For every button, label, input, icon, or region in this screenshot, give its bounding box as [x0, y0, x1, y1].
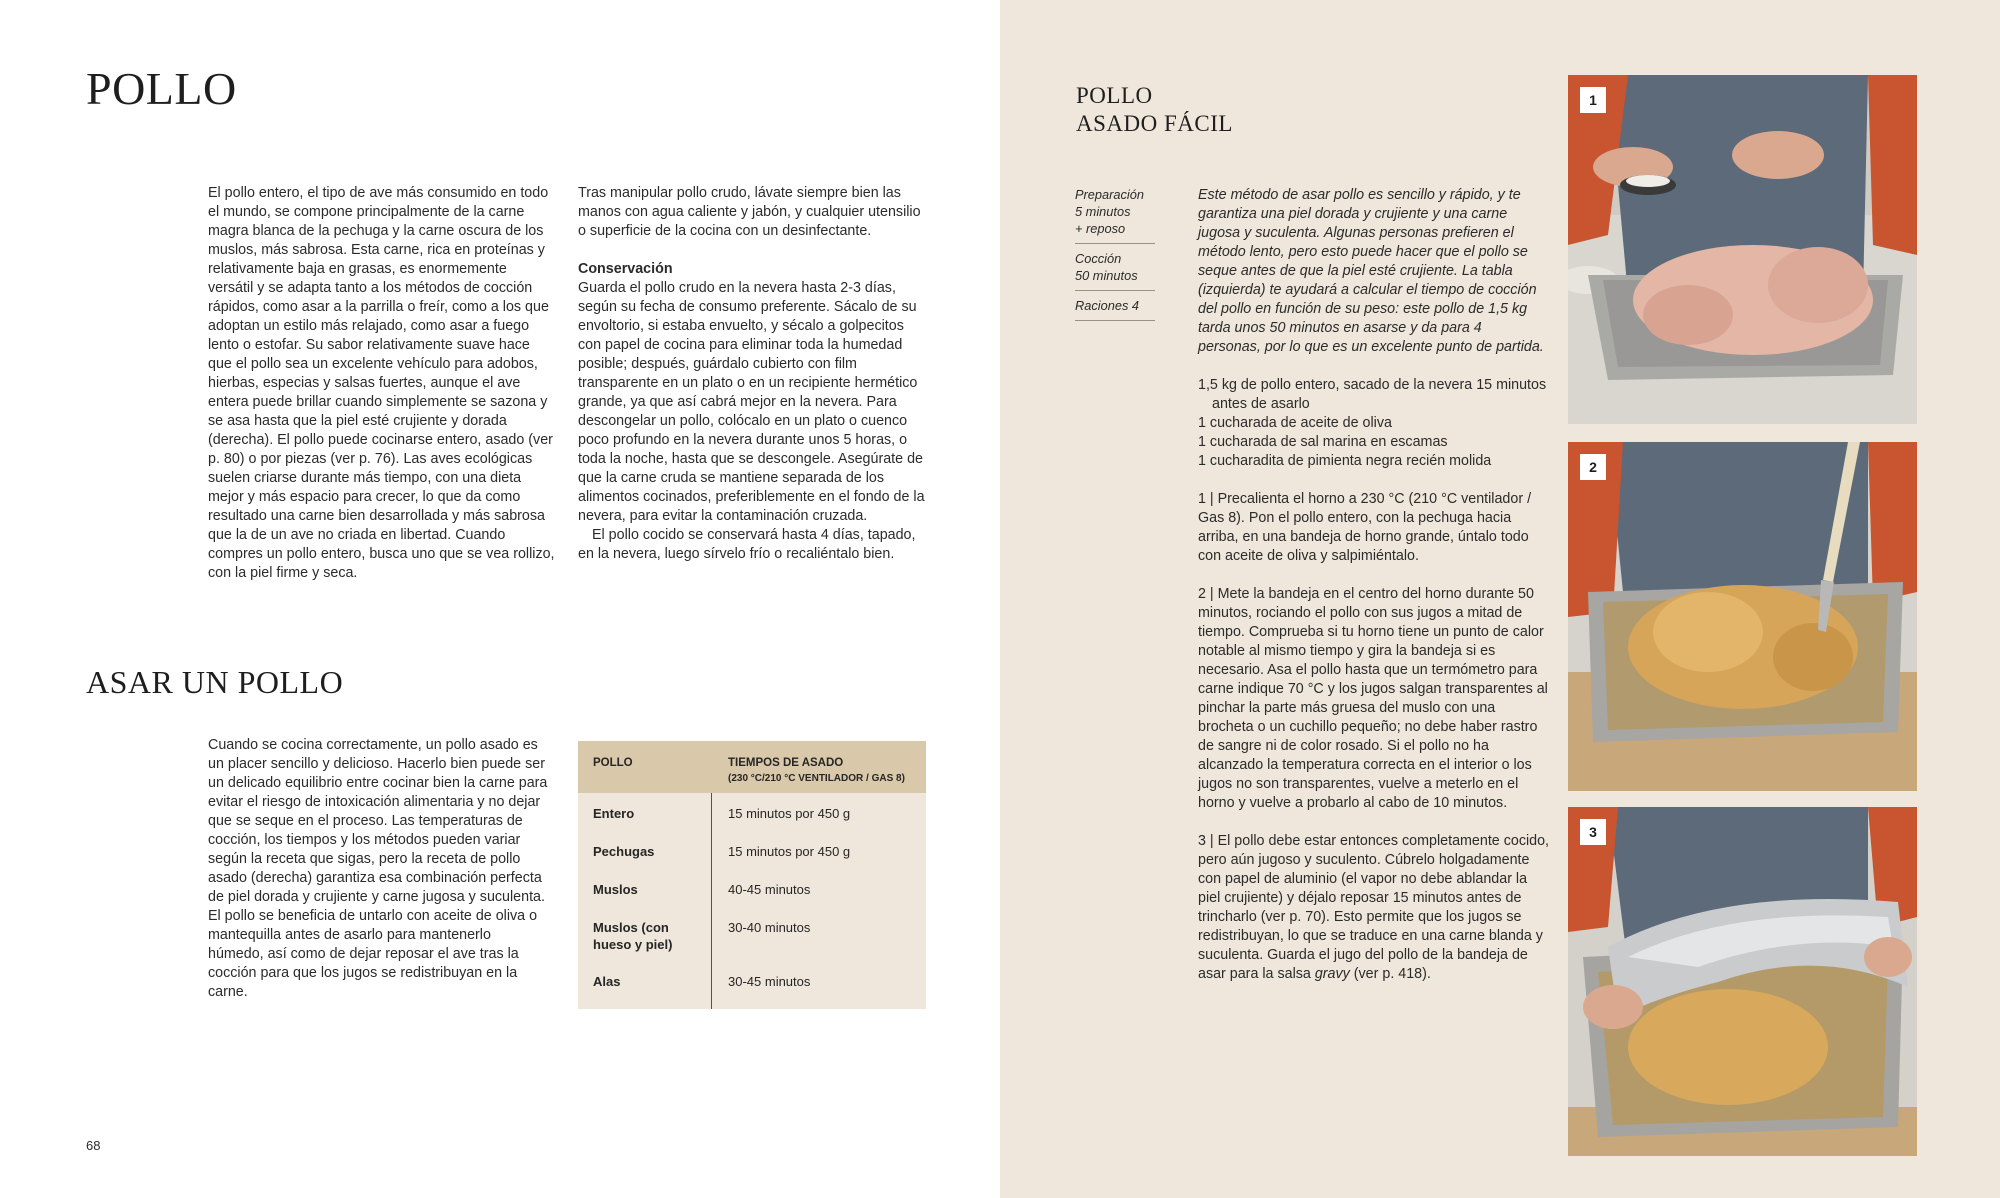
step3-text: 3 | El pollo debe estar entonces completamente cocido, pero aún jugoso y suculento. Cúbrelo holgadamente con papel de aluminio (el vapor no debe ablandar la piel crujiente) y déjalo reposar 15 minutos antes de trincharlo (ver p. 70). Esto permite que los jugos se redistribuyan, lo que se traduce en una carne blanda y suculenta. Guarda el jugo del pollo de la bandeja de asar para la salsa — [1198, 833, 1550, 982]
recipe-title-line2: ASADO FÁCIL — [1076, 111, 1233, 136]
table-cell-time: 30-45 minutos — [728, 974, 811, 989]
step3-end: (ver p. 418). — [1349, 966, 1431, 982]
table-header-times — [728, 755, 905, 787]
roast-paragraph-block — [208, 736, 550, 1002]
raw-chicken-image — [1568, 75, 1917, 424]
photo-badge: 3 — [1580, 819, 1606, 845]
conservation-paragraph: Guarda el pollo crudo en la nevera hasta 2-3 días, según su fecha de consumo preferente. Sácalo de su envoltorio, si estaba envuelto, y sécalo a golpecitos con papel de cocina para eliminar toda la humedad posible; después, guárdalo cubierto con film transparente en un plato o en un recipiente hermético grande, ya que así cabrá mejor en la nevera. Para descongelar un pollo, colócalo en un plato o cuenco poco profundo en la nevera durante unos 5 horas, o toda la noche, hasta que se descongele. Asegúrate de que la carne cruda se mantiene separada de los alimentos cocinados, preferiblemente en el fondo de la nevera, para evitar la contaminación cruzada. — [578, 280, 925, 524]
foil-chicken-image — [1568, 807, 1917, 1156]
table-cell-part: Alas — [593, 974, 621, 989]
table-cell-part: Muslos (con hueso y piel) — [593, 920, 673, 952]
ingredient-item: 1 cucharada de sal marina en escamas — [1198, 434, 1448, 450]
table-header — [578, 741, 926, 793]
recipe-title — [1076, 82, 1233, 138]
intro-column-1 — [208, 184, 556, 583]
prep-value: 5 minutos — [1075, 204, 1131, 219]
intro-paragraph: El pollo entero, el tipo de ave más consumido en todo el mundo, se compone principalmente de la carne magra blanca de la pechuga y la carne oscura de los muslos, más sabrosa. Esta carne, rica en proteínas y relativamente baja en grasas, es enormemente versátil y se adapta tanto a los métodos de cocción rápidos, como asar a la parrilla o freír, como a los que adoptan un estilo más relajado, como asar a fuego lento o estofar. Su sabor relativamente suave hace que el pollo sea un excelente vehículo para adobos, hierbas, especias y salsas fuertes, aunque el ave entera puede brillar cuando simplemente se sazona y se asa hasta que la piel esté crujiente y dorada (derecha). El pollo puede cocinarse entero, asado (ver p. 80) o por piezas (ver p. 76). Las aves ecológicas suelen criarse durante más tiempo, con una dieta mejor y más espacio para crecer, lo que da como resultado una carne bien desarrollada y más sabrosa que la de un ave no criada en libertad. Cuando compres un pollo entero, busca uno que se vea rollizo, con la piel firme y seca. — [208, 185, 555, 581]
method-step-2: 2 | Mete la bandeja en el centro del horno durante 50 minutos, rociando el pollo con sus jugos a mitad de tiempo. Comprueba si tu horno tiene un punto de calor notable al mismo tiempo y gira la bandeja si es necesario. Asa el pollo hasta que un termómetro para carne indique 70 °C y los jugos salgan transparentes al pinchar la parte más gruesa del muslo con una brocheta o un cuchillo pequeño; no debe haber rastro de sangre ni de color rosado. Si el pollo no ha alcanzado la temperatura correcta en el interior o los jugos no son transparentes, vuelve a meterlo en el horno y vuelve a probarlo al cabo de 10 minutos. — [1198, 586, 1548, 811]
cook-label: Cocción — [1075, 251, 1122, 266]
table-cell-time: 15 minutos por 450 g — [728, 844, 851, 859]
ingredient-item: 1,5 kg de pollo entero, sacado de la nevera 15 minutos antes de asarlo — [1198, 377, 1547, 412]
table-header-chicken: POLLO — [593, 757, 633, 769]
ingredients-list — [1198, 376, 1558, 471]
table-cell-part: Muslos — [593, 882, 638, 897]
section-title: ASAR UN POLLO — [86, 664, 344, 700]
step-photo-2 — [1568, 442, 1917, 791]
method-step-1: 1 | Precalienta el horno a 230 °C (210 °C ventilador / Gas 8). Pon el pollo entero, con la pechuga hacia arriba, en una bandeja de horno grande, úntalo todo con aceite de oliva y salpimiéntalo. — [1198, 491, 1532, 564]
table-header-times-sub: (230 °C/210 °C VENTILADOR / GAS 8) — [728, 773, 905, 784]
ingredient-item: 1 cucharadita de pimienta negra recién molida — [1198, 453, 1492, 469]
method-steps — [1198, 490, 1553, 1003]
table-cell-part: Pechugas — [593, 844, 655, 859]
table-cell-time: 30-40 minutos — [728, 920, 811, 935]
page-number: 68 — [86, 1138, 101, 1153]
step-photo-3 — [1568, 807, 1917, 1156]
step3-italic: gravy — [1314, 966, 1350, 982]
recipe-meta — [1075, 186, 1155, 327]
prep-label: Preparación — [1075, 187, 1145, 202]
table-cell-time: 15 minutos por 450 g — [728, 806, 851, 821]
page-title: POLLO — [86, 63, 237, 114]
prep-time — [1075, 186, 1155, 244]
recipe-title-line1: POLLO — [1076, 83, 1153, 108]
table-cell-part: Entero — [593, 806, 635, 821]
table-header-times-label: TIEMPOS DE ASADO — [728, 757, 844, 769]
recipe-intro: Este método de asar pollo es sencillo y rápido, y te garantiza una piel dorada y crujiente y una carne jugosa y suculenta. Algunas personas prefieren el método lento, pero esto puede hacer que el pollo se seque antes de que la piel esté crujiente. La tabla (izquierda) te ayudará a calcular el tiempo de cocción del pollo en función de su peso: este pollo de 1,5 kg tarda unos 50 minutos en asarse y da para 4 personas, por lo que es un excelente punto de partida. — [1198, 187, 1544, 355]
prep-extra: + reposo — [1075, 221, 1126, 236]
ingredient-item: 1 cucharada de aceite de oliva — [1198, 415, 1392, 431]
photo-badge: 2 — [1580, 454, 1606, 480]
roast-paragraph: Cuando se cocina correctamente, un pollo asado es un placer sencillo y delicioso. Hacerlo bien puede ser un delicado equilibrio entre cocinar bien la carne para evitar el riesgo de intoxicación alimentaria y no dejar que se seque en el proceso. Las temperaturas de cocción, los tiempos y los métodos pueden variar según la receta que sigas, pero la receta de pollo asado (derecha) garantiza esa combinación perfecta de piel dorada y crujiente y carne jugosa y suculenta. El pollo se beneficia de untarlo con aceite de oliva o mantequilla antes de asarlo para mantenerlo húmedo, así como de dejar reposar el ave tras la cocción para que los jugos se redistribuyan en la carne. — [208, 737, 548, 1000]
table-cell-time: 40-45 minutos — [728, 882, 811, 897]
servings: Raciones 4 — [1075, 297, 1155, 321]
cook-time — [1075, 250, 1155, 291]
method-step-3 — [1198, 832, 1553, 984]
cook-value: 50 minutos — [1075, 268, 1138, 283]
roasted-chicken-image — [1568, 442, 1917, 791]
hygiene-paragraph: Tras manipular pollo crudo, lávate siempre bien las manos con agua caliente y jabón, y cualquier utensilio o superficie de la cocina con un desinfectante. — [578, 185, 921, 239]
roasting-times-table — [578, 741, 926, 1009]
photo-badge: 1 — [1580, 87, 1606, 113]
intro-column-2 — [578, 184, 928, 564]
step-photo-1 — [1568, 75, 1917, 424]
conservation-heading: Conservación — [578, 261, 673, 277]
cooked-storage-paragraph: El pollo cocido se conservará hasta 4 días, tapado, en la nevera, luego sírvelo frío o recaliéntalo bien. — [578, 527, 916, 562]
